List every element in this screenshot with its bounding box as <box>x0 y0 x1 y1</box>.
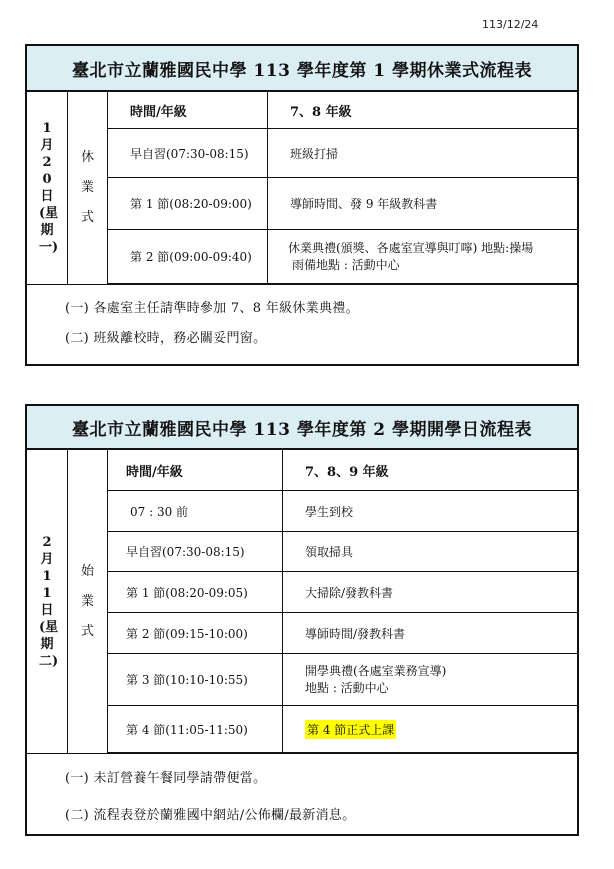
activity-line-1: 休業典禮(頒獎、各處室宣導與叮嚀) 地點:操場 <box>288 240 534 255</box>
table-1-header-time: 時間/年級 <box>108 92 268 128</box>
table-1-notes <box>27 284 577 364</box>
highlighted-activity: 第 4 節正式上課 <box>305 720 396 739</box>
time-cell: 第 4 節(11:05-11:50) <box>108 706 283 752</box>
note-item: (二) 班級離校時，務必關妥門窗。 <box>65 331 267 346</box>
table-1-date-label: 1月20日(星期一) <box>39 121 59 255</box>
schedule-table-2 <box>25 404 579 836</box>
time-cell: 早自習(07:30-08:15) <box>108 532 283 571</box>
table-2-header-row <box>108 450 577 491</box>
table-2-header-time: 時間/年級 <box>108 450 283 490</box>
note-item: (一) 未訂營養午餐同學請帶便當。 <box>65 771 267 786</box>
time-cell: 早自習(07:30-08:15) <box>108 129 268 177</box>
table-1-body <box>27 92 577 364</box>
table-row <box>108 706 577 753</box>
table-2-body <box>27 450 577 834</box>
activity-line-1: 開學典禮(各處室業務宣導) <box>305 663 447 678</box>
table-2-title: 臺北市立蘭雅國民中學 113 學年度第 2 學期開學日流程表 <box>27 406 577 450</box>
note-item: (二) 流程表登於蘭雅國中網站/公佈欄/最新消息。 <box>65 808 356 823</box>
time-cell: 第 3 節(10:10-10:55) <box>108 654 283 705</box>
table-row <box>108 129 577 178</box>
table-row <box>108 230 577 284</box>
table-2-header-grade: 7、8、9 年級 <box>305 464 389 480</box>
table-2-event-label: 始業式 <box>80 563 94 639</box>
table-1-event-label: 休業式 <box>80 150 94 225</box>
activity-cell: 大掃除/發教科書 <box>305 585 394 600</box>
activity-cell: 領取掃具 <box>305 545 354 559</box>
activity-line-2: 地點 : 活動中心 <box>305 680 389 695</box>
time-cell: 第 1 節(08:20-09:05) <box>108 572 283 612</box>
table-row <box>108 613 577 654</box>
table-1-header-grade: 7、8 年級 <box>290 104 352 120</box>
activity-cell <box>283 706 577 752</box>
table-1-date-cell <box>27 92 68 284</box>
activity-cell: 導師時間/發教科書 <box>305 626 406 641</box>
table-row <box>108 532 577 572</box>
table-1-header-row <box>108 92 577 129</box>
note-item: (一) 各處室主任請準時參加 7、8 年級休業典禮。 <box>65 301 359 316</box>
table-2-date-label: 2月11日(星期二) <box>39 534 59 669</box>
table-1-event-cell <box>68 92 108 284</box>
time-cell: 第 1 節(08:20-09:00) <box>108 178 268 229</box>
table-row <box>108 491 577 532</box>
table-row <box>108 178 577 230</box>
table-2-notes <box>27 753 577 834</box>
activity-cell: 導師時間、發 9 年級教科書 <box>290 197 438 211</box>
table-1-title: 臺北市立蘭雅國民中學 113 學年度第 1 學期休業式流程表 <box>27 46 577 92</box>
time-cell: 07 : 30 前 <box>108 491 283 531</box>
time-cell: 第 2 節(09:15-10:00) <box>108 613 283 653</box>
table-row <box>108 572 577 613</box>
activity-cell <box>268 230 577 283</box>
activity-cell <box>283 654 577 705</box>
time-cell: 第 2 節(09:00-09:40) <box>108 230 268 283</box>
table-2-event-cell <box>68 450 108 753</box>
table-row <box>108 654 577 706</box>
activity-cell: 班級打掃 <box>290 146 339 161</box>
activity-cell: 學生到校 <box>305 504 354 519</box>
schedule-table-1 <box>25 44 579 366</box>
activity-line-2: 雨備地點 : 活動中心 <box>292 257 400 272</box>
table-2-date-cell <box>27 450 68 753</box>
document-date: 113/12/24 <box>482 18 539 31</box>
